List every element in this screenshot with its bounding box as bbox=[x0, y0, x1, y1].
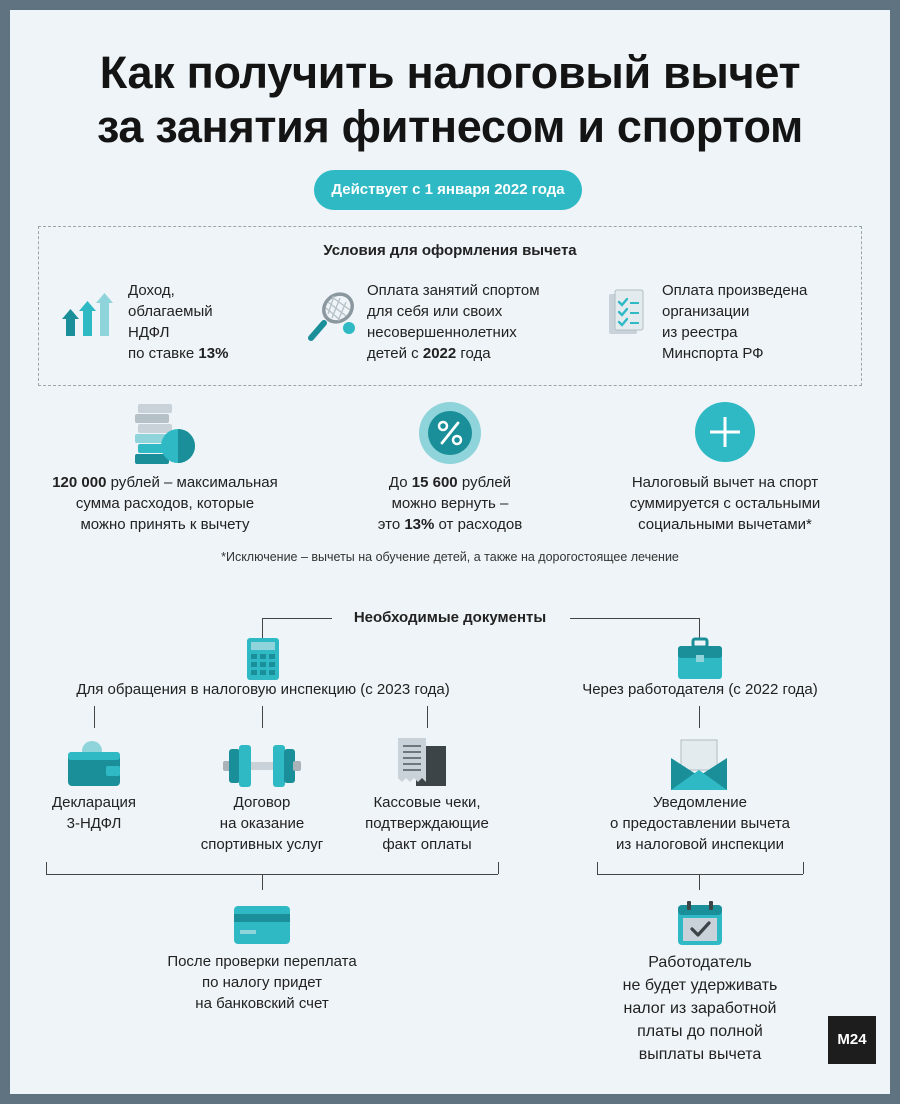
result-employer-no-withholding: Работодатель не будет удерживать налог из заработной платы до полной выплаты вычета bbox=[622, 954, 778, 1063]
condition-income: Доход, облагаемый НДФЛ по ставке 13% bbox=[128, 282, 229, 362]
tree-line bbox=[262, 618, 332, 619]
m24-logo: M24 bbox=[828, 1016, 876, 1064]
tree-line bbox=[262, 618, 263, 638]
documents-heading: Необходимые документы bbox=[353, 609, 547, 626]
briefcase-icon bbox=[678, 639, 722, 679]
plus-icon bbox=[694, 401, 756, 463]
page-title: Как получить налоговый вычет за занятия фитнесом и спортом bbox=[96, 47, 804, 152]
doc-notification: Уведомление о предоставлении вычета из налоговой инспекции bbox=[609, 794, 790, 853]
fact-refund-amount: До 15 600 рублей можно вернуть – это 13% от расходов bbox=[377, 474, 523, 533]
branch-employer-label: Через работодателя (с 2022 года) bbox=[582, 681, 818, 698]
fact-max-expenses: 120 000 рублей – максимальная сумма расходов, которые можно принять к вычету bbox=[52, 474, 278, 533]
condition-payment: Оплата занятий спортом для себя или своих несовершеннолетних детей с 2022 года bbox=[367, 282, 540, 362]
tree-line bbox=[46, 874, 498, 875]
tree-line bbox=[94, 706, 95, 728]
tree-line bbox=[803, 862, 804, 874]
tree-line bbox=[699, 706, 700, 728]
tree-line bbox=[699, 874, 700, 890]
tree-line bbox=[597, 874, 803, 875]
fact-summed-deductions: Налоговый вычет на спорт суммируется с остальными социальными вычетами* bbox=[629, 474, 821, 533]
doc-declaration: Декларация 3-НДФЛ bbox=[51, 794, 137, 832]
bar-chart-arrows-icon bbox=[62, 294, 116, 336]
tree-line bbox=[262, 706, 263, 728]
tree-line bbox=[597, 862, 598, 874]
tree-line bbox=[262, 874, 263, 890]
calendar-check-icon bbox=[678, 901, 722, 945]
calculator-icon bbox=[247, 638, 279, 680]
percent-icon bbox=[418, 401, 482, 465]
branch-tax-office-label: Для обращения в налоговую инспекцию (с 2023 года) bbox=[76, 681, 450, 698]
footnote: *Исключение – вычеты на обучение детей, а также на дорогостоящее лечение bbox=[221, 550, 679, 564]
tree-line bbox=[699, 618, 700, 638]
tree-line bbox=[570, 618, 700, 619]
checklist-icon bbox=[606, 290, 646, 338]
effective-date-badge: Действует с 1 января 2022 года bbox=[314, 170, 582, 210]
tree-line bbox=[427, 706, 428, 728]
tennis-racket-icon bbox=[308, 290, 360, 342]
dumbbell-icon bbox=[223, 745, 301, 787]
doc-contract: Договор на оказание спортивных услуг bbox=[200, 794, 324, 853]
conditions-heading: Условия для оформления вычета bbox=[323, 242, 577, 259]
tree-line bbox=[46, 862, 47, 874]
receipts-icon bbox=[398, 738, 448, 786]
coins-stack-icon bbox=[130, 404, 200, 466]
result-refund-to-bank: После проверки переплата по налогу придет на банковский счет bbox=[167, 953, 357, 1012]
wallet-icon bbox=[68, 740, 124, 788]
envelope-icon bbox=[671, 740, 727, 790]
condition-registry: Оплата произведена организации из реестра Минспорта РФ bbox=[662, 282, 808, 362]
bank-card-icon bbox=[234, 906, 290, 944]
doc-receipts: Кассовые чеки, подтверждающие факт оплаты bbox=[365, 794, 489, 853]
tree-line bbox=[498, 862, 499, 874]
